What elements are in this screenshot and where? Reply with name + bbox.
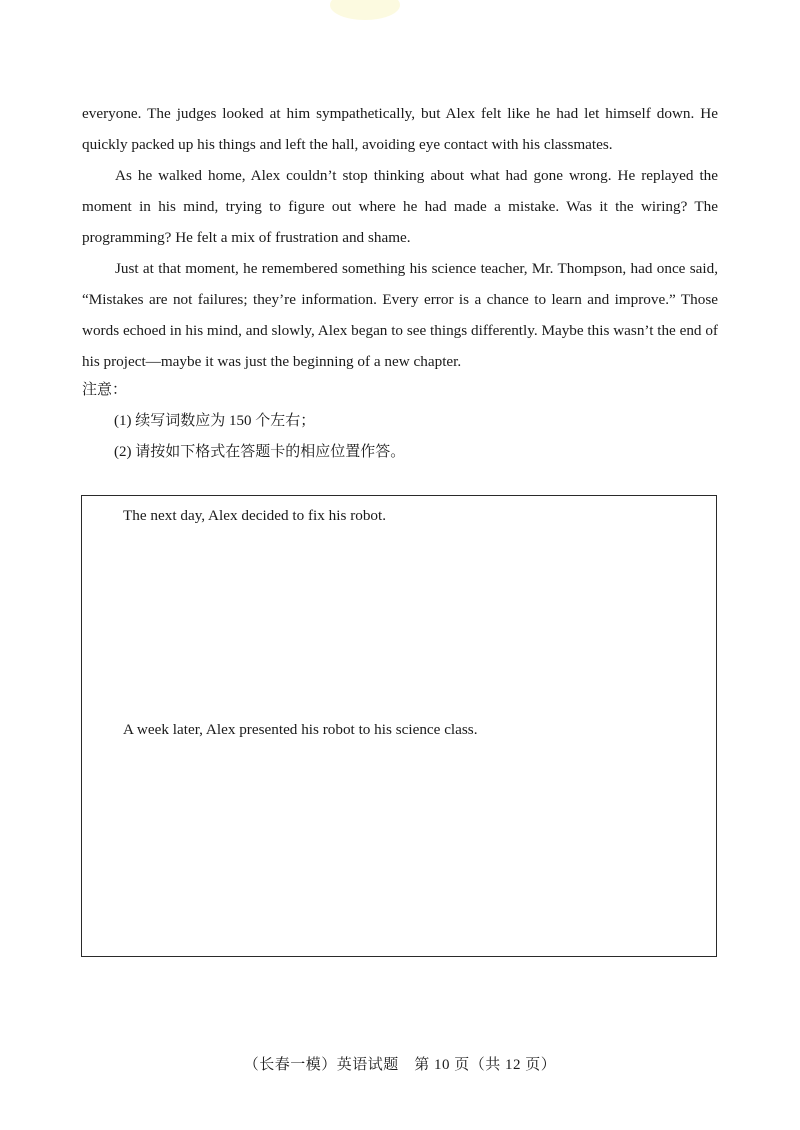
story-passage <box>82 98 718 377</box>
instructions-heading: 注意： <box>82 382 128 398</box>
answer-box <box>81 495 717 957</box>
continuation-opening-line-1: The next day, Alex decided to fix his robot. <box>123 507 387 524</box>
instruction-item-answer-format: (2) 请按如下格式在答题卡的相应位置作答。 <box>114 444 406 460</box>
continuation-opening-line-2: A week later, Alex presented his robot to his science class. <box>123 721 478 738</box>
instruction-item-word-count: (1) 续写词数应为 150 个左右； <box>114 413 316 429</box>
page-scan-highlight <box>330 0 400 20</box>
passage-paragraph-2: As he walked home, Alex couldn’t stop thinking about what had gone wrong. He replayed the moment in his mind, trying to figure out where he had made a mistake. Was it the wiring? The programming? He felt a mix of frustration and shame. <box>82 167 718 246</box>
passage-paragraph-1: everyone. The judges looked at him sympathetically, but Alex felt like he had let himself down. He quickly packed up his things and left the hall, avoiding eye contact with his classmates. <box>82 105 718 153</box>
writing-instructions <box>82 375 405 468</box>
page-footer: （长春一模）英语试题 第 10 页（共 12 页） <box>243 1057 557 1073</box>
passage-paragraph-3: Just at that moment, he remembered something his science teacher, Mr. Thompson, had once said, “Mistakes are not failures; they’re information. Every error is a chance to learn and improve.” Those words echoed in his mind, and slowly, Alex began to see things differently. Maybe this wasn’t the end of his project—maybe it was just the beginning of a new chapter. <box>82 260 718 370</box>
